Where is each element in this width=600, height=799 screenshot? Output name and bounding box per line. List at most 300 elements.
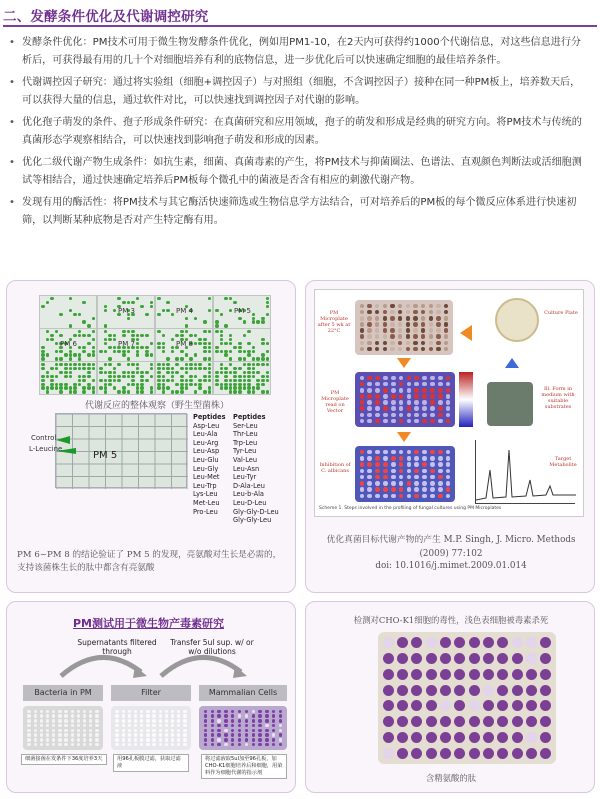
growth-well	[194, 353, 198, 356]
plate-well	[429, 310, 434, 315]
plate-well	[46, 724, 49, 727]
panel-toxin	[6, 601, 296, 793]
growth-well	[69, 367, 73, 370]
plate-well	[391, 388, 396, 393]
growth-well	[55, 367, 59, 370]
plate-well	[265, 738, 268, 741]
plate-well	[115, 743, 118, 746]
plate-well	[46, 738, 49, 741]
growth-well	[243, 350, 247, 353]
growth-well	[233, 390, 237, 393]
growth-well	[92, 350, 96, 353]
plate-well	[272, 743, 275, 746]
bullet-item: • 代谢调控因子研究：通过将实验组（细胞+调控因子）与对照组（细胞，不含调控因子）接种在同一种PM板上，培养数天后，可以获得大量的信息，通过软件对比，可以快速找到调控因子对代谢的影响。	[0, 74, 600, 110]
growth-well	[208, 330, 212, 333]
plate-well	[398, 304, 403, 309]
growth-well	[99, 386, 103, 389]
growth-well	[252, 390, 256, 393]
plate-well	[245, 710, 248, 713]
plate-well	[430, 419, 435, 424]
growth-well	[104, 305, 108, 308]
plate-well	[383, 382, 388, 387]
plate-well	[438, 419, 443, 424]
plate-well	[128, 714, 131, 717]
plate-well	[58, 729, 61, 732]
plate-well	[383, 341, 388, 346]
pm-mini-plate	[98, 329, 154, 361]
growth-well	[203, 367, 207, 370]
plate-well	[360, 450, 365, 455]
growth-well	[166, 386, 170, 389]
growth-well	[108, 334, 112, 337]
growth-well	[166, 363, 170, 366]
growth-well	[224, 342, 228, 345]
plate-well	[217, 733, 220, 736]
arrow-up-blue	[505, 358, 519, 368]
plate-well	[204, 738, 207, 741]
plate-well	[71, 724, 74, 727]
growth-well	[59, 357, 63, 360]
plate-well	[265, 743, 268, 746]
growth-well	[127, 301, 131, 304]
plate-well	[483, 653, 494, 664]
plate-well	[375, 394, 380, 399]
plate-well	[183, 719, 186, 722]
plate-well	[27, 733, 30, 736]
plate-well	[159, 738, 162, 741]
plate-well	[211, 719, 214, 722]
plate-well	[391, 475, 396, 480]
growth-well	[131, 375, 135, 378]
plate-well	[397, 685, 408, 696]
growth-well	[122, 350, 126, 353]
growth-well	[256, 371, 260, 374]
plate-well	[383, 716, 394, 727]
plate-well	[77, 729, 80, 732]
plate-well	[265, 724, 268, 727]
plate-well	[122, 724, 125, 727]
plate-well	[279, 710, 282, 713]
growth-well	[150, 367, 154, 370]
plate-well	[375, 469, 380, 474]
growth-well	[157, 363, 161, 366]
growth-well	[220, 330, 224, 333]
plate-well	[399, 487, 404, 492]
plate-well	[40, 743, 43, 746]
plate-well	[231, 714, 234, 717]
plate-well	[383, 419, 388, 424]
plate-well	[438, 382, 443, 387]
plate-well	[367, 413, 372, 418]
growth-well	[171, 313, 175, 316]
peptide-item: Pro-Leu	[193, 507, 218, 516]
plate-well	[360, 316, 365, 321]
plate-well	[95, 714, 98, 717]
growth-well	[122, 386, 126, 389]
growth-well	[92, 338, 96, 341]
growth-well	[104, 371, 108, 374]
plate-well	[71, 719, 74, 722]
plate-well	[52, 733, 55, 736]
plate-well	[422, 400, 427, 405]
plate-well	[483, 685, 494, 696]
plate-well	[34, 719, 37, 722]
growth-well	[256, 386, 260, 389]
plate-well	[64, 733, 67, 736]
plate-well	[454, 653, 465, 664]
plate-well	[512, 637, 523, 648]
plate-well	[398, 316, 403, 321]
plate-well	[95, 724, 98, 727]
growth-well	[194, 317, 198, 320]
growth-well	[78, 334, 82, 337]
plate-well	[159, 729, 162, 732]
growth-well	[229, 297, 233, 300]
growth-well	[224, 379, 228, 382]
plate-well	[204, 710, 207, 713]
plate-well	[217, 743, 220, 746]
plate-well	[411, 637, 422, 648]
growth-well	[99, 367, 103, 370]
growth-well	[256, 379, 260, 382]
plate-well	[438, 388, 443, 393]
growth-well	[252, 371, 256, 374]
arginine-caption: 含精氨酸的肽	[425, 773, 477, 783]
growth-well	[266, 379, 270, 382]
arrow-down-2	[397, 432, 411, 442]
growth-well	[55, 330, 59, 333]
plate-well	[224, 738, 227, 741]
plate-well	[367, 494, 372, 499]
plate-well	[399, 462, 404, 467]
plate-well	[469, 700, 480, 711]
plate-well	[279, 714, 282, 717]
plate-well	[367, 304, 372, 309]
growth-well	[247, 379, 251, 382]
plate-well	[426, 716, 437, 727]
growth-well	[252, 346, 256, 349]
filter-plate	[111, 706, 191, 750]
plate-well	[224, 729, 227, 732]
growth-well	[69, 363, 73, 366]
plate-well	[211, 710, 214, 713]
plate-well	[446, 469, 451, 474]
plate-well	[440, 716, 451, 727]
plate-well	[414, 456, 419, 461]
growth-well	[166, 371, 170, 374]
plate-well	[444, 304, 449, 309]
growth-well	[247, 390, 251, 393]
plate-well	[58, 714, 61, 717]
bullet-item: • 发现有用的酶活性：将PM技术与其它酶活快速筛选或生物信息学方法结合，可对培养后的PM板的每个微反应体系进行快速初筛，以判断某种底物是否对产生特定酶有用。	[0, 194, 600, 230]
plate-well	[407, 475, 412, 480]
growth-well	[136, 346, 140, 349]
growth-well	[252, 320, 256, 323]
plate-well	[375, 316, 380, 321]
plate-well	[469, 716, 480, 727]
growth-well	[224, 371, 228, 374]
plate-well	[83, 738, 86, 741]
plate-well	[360, 481, 365, 486]
plate-well	[399, 406, 404, 411]
plate-well	[422, 419, 427, 424]
plate-well	[231, 724, 234, 727]
growth-well	[136, 353, 140, 356]
plate-well	[83, 719, 86, 722]
plate-well	[159, 714, 162, 717]
plate-well	[444, 328, 449, 333]
plate-well	[83, 714, 86, 717]
growth-well	[233, 371, 237, 374]
read-plate	[355, 372, 455, 427]
plate-well	[183, 733, 186, 736]
bacteria-plate	[23, 706, 103, 750]
growth-well	[69, 386, 73, 389]
plate-well	[140, 710, 143, 713]
growth-well	[266, 363, 270, 366]
plate-well	[375, 304, 380, 309]
plate-well	[95, 710, 98, 713]
growth-well	[185, 363, 189, 366]
plate-well	[440, 700, 451, 711]
growth-well	[220, 383, 224, 386]
plate-well	[122, 743, 125, 746]
growth-well	[243, 386, 247, 389]
growth-well	[157, 386, 161, 389]
growth-well	[99, 350, 103, 353]
plate-well	[134, 729, 137, 732]
plate-well	[367, 419, 372, 424]
growth-well	[41, 367, 45, 370]
growth-well	[166, 309, 170, 312]
plate-well	[436, 328, 441, 333]
plate-well	[204, 724, 207, 727]
growth-well	[189, 357, 193, 360]
plate-well	[446, 481, 451, 486]
growth-well	[92, 386, 96, 389]
plate-well	[77, 719, 80, 722]
plate-well	[413, 341, 418, 346]
growth-well	[127, 390, 131, 393]
growth-well	[194, 390, 198, 393]
growth-well	[113, 334, 117, 337]
plate-well	[34, 714, 37, 717]
growth-well	[229, 338, 233, 341]
plate-well	[540, 685, 551, 696]
peptides-header: Peptides	[193, 413, 226, 421]
plate-well	[446, 462, 451, 467]
growth-well	[122, 330, 126, 333]
plate-well	[446, 400, 451, 405]
plate-well	[406, 304, 411, 309]
plate-well	[429, 341, 434, 346]
plate-well	[390, 310, 395, 315]
growth-well	[266, 350, 270, 353]
growth-well	[180, 383, 184, 386]
growth-well	[238, 350, 242, 353]
growth-well	[69, 309, 73, 312]
plate-well	[375, 487, 380, 492]
growth-well	[208, 386, 212, 389]
plate-well	[140, 738, 143, 741]
growth-well	[145, 379, 149, 382]
plate-well	[383, 732, 394, 743]
growth-well	[208, 357, 212, 360]
growth-well	[87, 363, 91, 366]
growth-well	[41, 379, 45, 382]
plate-well	[140, 719, 143, 722]
growth-well	[145, 371, 149, 374]
plate-well	[411, 748, 422, 759]
peptide-item: Leu-Ala	[193, 430, 218, 439]
plate-well	[258, 729, 261, 732]
pm-mini-plate	[156, 296, 212, 328]
growth-well	[208, 350, 212, 353]
plate-well	[413, 322, 418, 327]
plate-well	[375, 462, 380, 467]
plate-well	[430, 388, 435, 393]
plate-well	[383, 388, 388, 393]
growth-well	[127, 375, 131, 378]
peptide-item: Leu-b-Ala	[233, 490, 264, 499]
growth-well	[41, 305, 45, 308]
growth-well	[189, 367, 193, 370]
plate-well	[399, 450, 404, 455]
peptide-item: Trp-Leu	[233, 438, 258, 447]
arrow-down	[397, 358, 411, 368]
plate-well	[252, 743, 255, 746]
growth-well	[220, 350, 224, 353]
plate-well	[446, 475, 451, 480]
plate-well	[367, 382, 372, 387]
plate-well	[422, 406, 427, 411]
growth-well	[92, 317, 96, 320]
plate-well	[383, 475, 388, 480]
growth-well	[113, 338, 117, 341]
plate-well	[429, 328, 434, 333]
growth-well	[78, 313, 82, 316]
growth-well	[64, 375, 68, 378]
growth-well	[82, 390, 86, 393]
growth-well	[78, 367, 82, 370]
growth-well	[203, 350, 207, 353]
growth-well	[185, 371, 189, 374]
incubation-image	[487, 382, 533, 426]
plate-well	[397, 748, 408, 759]
growth-well	[247, 350, 251, 353]
plate-well	[512, 700, 523, 711]
growth-well	[113, 386, 117, 389]
plate-well	[177, 724, 180, 727]
grid-caption: 代谢反应的整体观察（野生型菌株）	[84, 401, 229, 411]
plate-well	[426, 732, 437, 743]
plate-well	[146, 714, 149, 717]
growth-well	[136, 367, 140, 370]
plate-well	[27, 719, 30, 722]
growth-well	[247, 353, 251, 356]
plate-well	[128, 719, 131, 722]
plate-well	[390, 322, 395, 327]
growth-well	[208, 342, 212, 345]
growth-well	[73, 386, 77, 389]
plate-well	[146, 710, 149, 713]
plate-well	[426, 669, 437, 680]
growth-well	[180, 334, 184, 337]
plate-well	[252, 733, 255, 736]
growth-well	[162, 350, 166, 353]
growth-well	[127, 371, 131, 374]
label-ill-form: Ill. Form in medium with suitable substrates	[541, 386, 575, 410]
peptide-item: Gly-Gly-Leu	[233, 516, 272, 525]
growth-well	[215, 350, 219, 353]
growth-well	[41, 357, 45, 360]
peptide-item: Ser-Leu	[233, 421, 258, 430]
growth-well	[180, 386, 184, 389]
plate-well	[407, 487, 412, 492]
plate-well	[115, 733, 118, 736]
growth-well	[243, 363, 247, 366]
growth-well	[171, 390, 175, 393]
plate-well	[252, 738, 255, 741]
plate-well	[140, 743, 143, 746]
plate-well	[128, 729, 131, 732]
plate-well	[367, 469, 372, 474]
plate-well	[422, 487, 427, 492]
plate-well	[204, 714, 207, 717]
pm-mini-plate	[214, 362, 270, 394]
supernatants-label: Supernatants filtered through	[77, 638, 157, 656]
plate-well	[40, 724, 43, 727]
growth-well	[238, 383, 242, 386]
growth-well	[243, 357, 247, 360]
plate-well	[375, 475, 380, 480]
growth-well	[180, 367, 184, 370]
plate-well	[77, 710, 80, 713]
growth-well	[175, 371, 179, 374]
plate-well	[367, 347, 372, 352]
growth-well	[150, 301, 154, 304]
plate-well	[540, 716, 551, 727]
plate-well	[469, 637, 480, 648]
plate-well	[411, 685, 422, 696]
plate-well	[414, 394, 419, 399]
plate-well	[89, 714, 92, 717]
plate-well	[177, 714, 180, 717]
growth-well	[87, 342, 91, 345]
growth-well	[113, 375, 117, 378]
peptide-item: Lys-Leu	[193, 490, 218, 499]
plate-well	[454, 716, 465, 727]
growth-well	[87, 386, 91, 389]
plate-well	[469, 748, 480, 759]
plate-well	[438, 469, 443, 474]
growth-well	[171, 367, 175, 370]
plate-well	[446, 494, 451, 499]
plate-well	[115, 719, 118, 722]
plate-well	[238, 710, 241, 713]
pm-mini-plate	[214, 329, 270, 361]
plate-well	[272, 724, 275, 727]
growth-well	[166, 301, 170, 304]
growth-well	[127, 357, 131, 360]
plate-well	[414, 413, 419, 418]
plate-well	[360, 456, 365, 461]
plate-well	[77, 733, 80, 736]
growth-well	[92, 353, 96, 356]
plate-well	[367, 310, 372, 315]
plate-well	[367, 341, 372, 346]
plate-well	[152, 743, 155, 746]
